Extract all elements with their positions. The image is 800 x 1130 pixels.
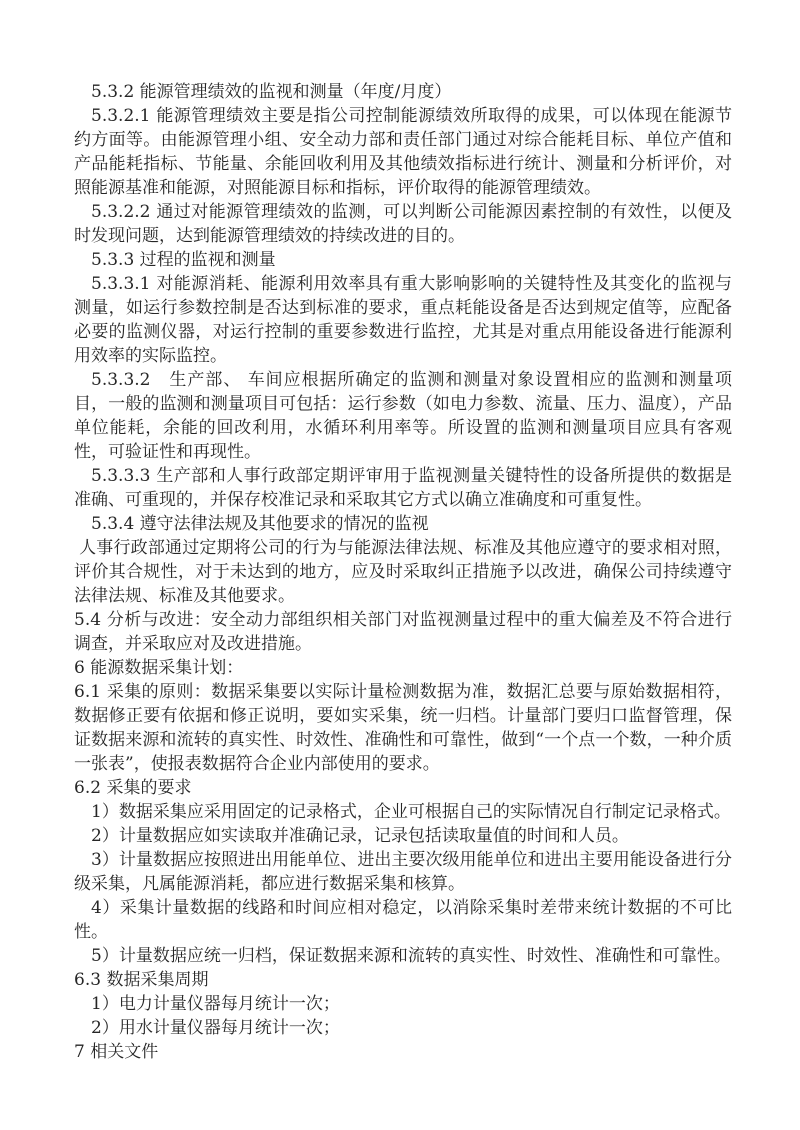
para-6-2-item-5: 5）计量数据应统一归档，保证数据来源和流转的真实性、时效性、准确性和可靠性。 [91, 946, 731, 966]
para-6-2-item-1: 1）数据采集应采用固定的记录格式，企业可根据自己的实际情况自行制定记录格式。 [91, 802, 731, 822]
para-5-3-3-2: 5.3.3.2 生产部、 车间应根据所确定的监测和测量对象设置相应的监测和测量项目，一般的监测和测量项目可包括：运行参数（如电力参数、流量、压力、温度），产品单位能耗，余能的回改利用，水循环利用率等。所设置的监测和测量项目应具有客观性，可验证性和再现性。 [74, 370, 732, 462]
para-6-3-heading: 6.3 数据采集周期 [74, 970, 209, 990]
para-5-4: 5.4 分析与改进：安全动力部组织相关部门对监视测量过程中的重大偏差及不符合进行调查，并采取应对及改进措施。 [74, 610, 732, 654]
para-6-2-heading: 6.2 采集的要求 [74, 778, 192, 798]
para-7-heading: 7 相关文件 [74, 1042, 159, 1062]
para-6-2-item-3: 3）计量数据应按照进出用能单位、进出主要次级用能单位和进出主要用能设备进行分级采集，凡属能源消耗，都应进行数据采集和核算。 [74, 850, 732, 894]
para-5-3-2-2: 5.3.2.2 通过对能源管理绩效的监测，可以判断公司能源因素控制的有效性，以便及时发现问题，达到能源管理绩效的持续改进的目的。 [74, 202, 732, 246]
para-6-1: 6.1 采集的原则：数据采集要以实际计量检测数据为准，数据汇总要与原始数据相符，数据修正要有依据和修正说明，要如实采集，统一归档。计量部门要归口监督管理，保证数据来源和流转的真实性、时效性、准确性和可靠性，做到“一个点一个数，一种介质一张表”，使报表数据符合企业内部使用的要求。 [74, 682, 732, 774]
para-6-2-item-4: 4）采集计量数据的线路和时间应相对稳定，以消除采集时差带来统计数据的不可比性。 [74, 898, 732, 942]
para-5-3-2-heading: 5.3.2 能源管理绩效的监视和测量（年度/月度） [91, 82, 452, 102]
para-5-3-3-3: 5.3.3.3 生产部和人事行政部定期评审用于监视测量关键特性的设备所提供的数据是准确、可重现的，并保存校准记录和采取其它方式以确立准确度和可重复性。 [74, 466, 732, 510]
para-6-heading: 6 能源数据采集计划： [74, 658, 244, 678]
para-6-3-item-1: 1）电力计量仪器每月统计一次； [91, 994, 340, 1014]
para-5-3-2-1: 5.3.2.1 能源管理绩效主要是指公司控制能源绩效所取得的成果，可以体现在能源节约方面等。由能源管理小组、安全动力部和责任部门通过对综合能耗目标、单位产值和产品能耗指标、节能量、余能回收利用及其他绩效指标进行统计、测量和分析评价，对照能源基准和能源，对照能源目标和指标，评价取得的能源管理绩效。 [74, 106, 732, 198]
para-5-3-4-heading: 5.3.4 遵守法律法规及其他要求的情况的监视 [91, 514, 429, 534]
para-5-3-3-1: 5.3.3.1 对能源消耗、能源利用效率具有重大影响影响的关键特性及其变化的监视与测量，如运行参数控制是否达到标准的要求，重点耗能设备是否达到规定值等，应配备必要的监测仪器，对运行控制的重要参数进行监控，尤其是对重点用能设备进行能源利用效率的实际监控。 [74, 274, 732, 366]
para-5-3-3-heading: 5.3.3 过程的监视和测量 [91, 250, 276, 270]
para-6-3-item-2: 2）用水计量仪器每月统计一次； [91, 1018, 340, 1038]
para-5-3-4-body: 人事行政部通过定期将公司的行为与能源法律法规、标准及其他应遵守的要求相对照，评价其合规性，对于未达到的地方，应及时采取纠正措施予以改进，确保公司持续遵守法律法规、标准及其他要求。 [74, 538, 732, 606]
para-6-2-item-2: 2）计量数据应如实读取并准确记录，记录包括读取量值的时间和人员。 [91, 826, 629, 846]
